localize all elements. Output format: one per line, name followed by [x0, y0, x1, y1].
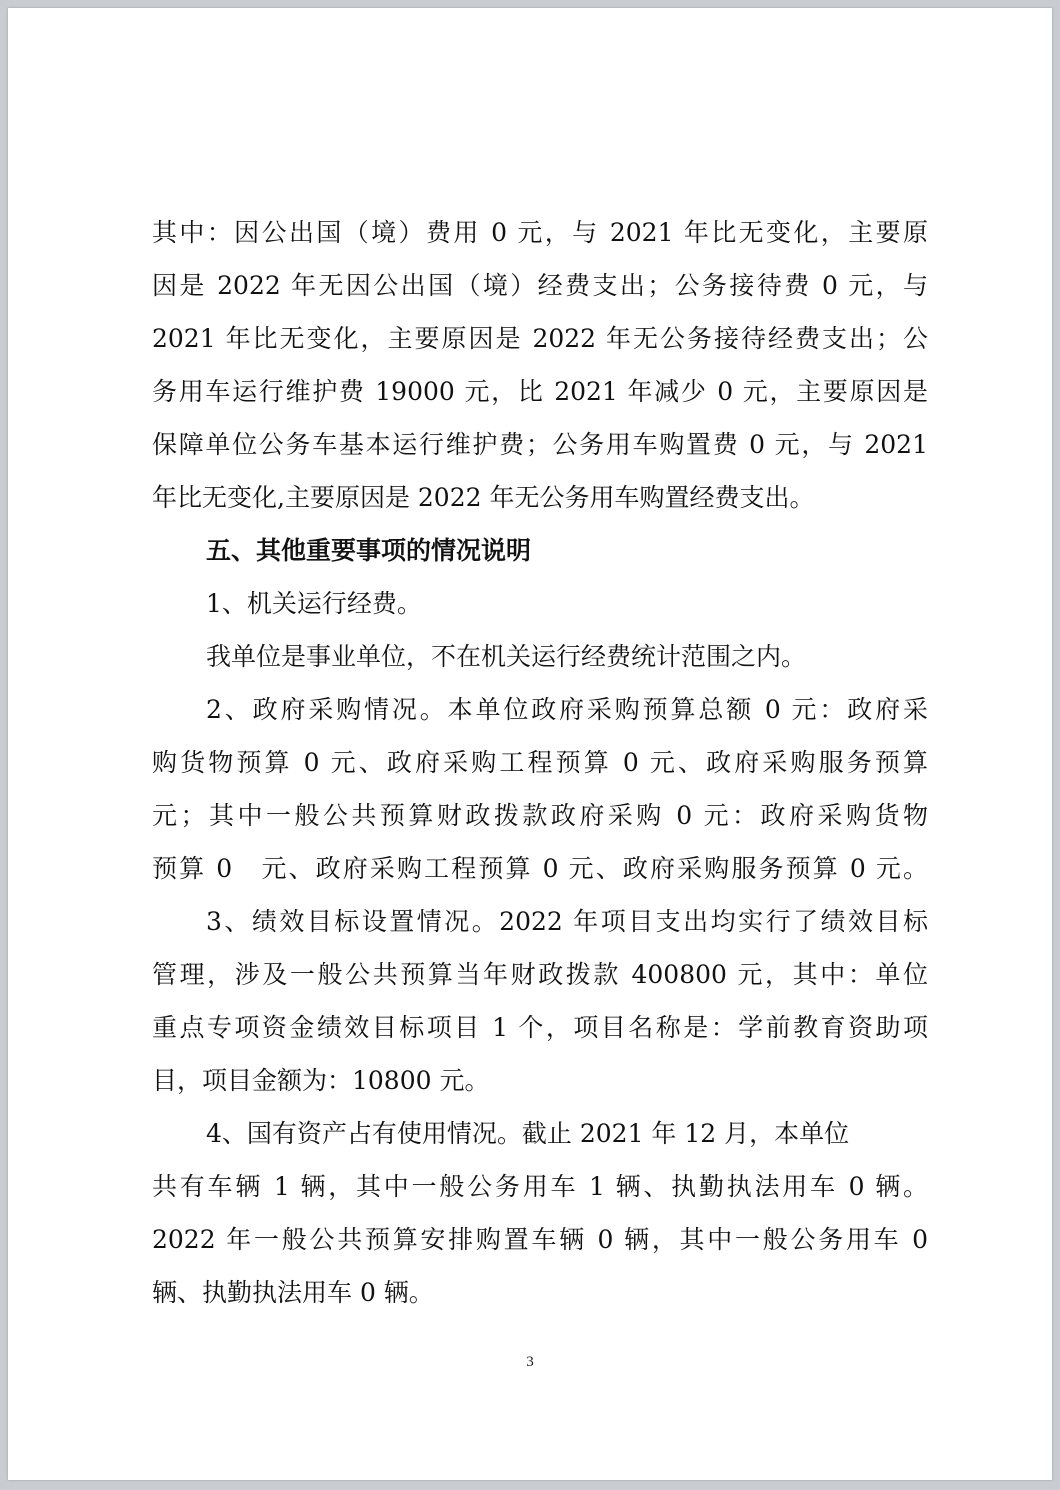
paragraph-line: 共有车辆 1 辆，其中一般公务用车 1 辆、执勤执法用车 0 辆。 — [152, 1172, 928, 1201]
paragraph-line: 辆、执勤执法用车 0 辆。 — [152, 1278, 434, 1307]
paragraph-line: 目，项目金额为：10800 元。 — [152, 1066, 490, 1095]
paragraph-line: 3、绩效目标设置情况。2022 年项目支出均实行了绩效目标 — [206, 907, 928, 936]
document-body — [152, 206, 928, 1319]
paragraph-line: 年比无变化,主要原因是 2022 年无公务用车购置经费支出。 — [152, 483, 815, 512]
paragraph-line: 预算 0 元、政府采购工程预算 0 元、政府采购服务预算 0 元。 — [152, 854, 928, 883]
paragraph-line: 2022 年一般公共预算安排购置车辆 0 辆，其中一般公务用车 0 — [152, 1225, 928, 1254]
paragraph-line: 我单位是事业单位，不在机关运行经费统计范围之内。 — [206, 642, 807, 671]
paragraph-line: 购货物预算 0 元、政府采购工程预算 0 元、政府采购服务预算 — [152, 748, 928, 777]
paragraph-line: 保障单位公务车基本运行维护费；公务用车购置费 0 元，与 2021 — [152, 430, 928, 459]
paragraph-line: 元；其中一般公共预算财政拨款政府采购 0 元：政府采购货物 — [152, 801, 928, 830]
paragraph-line: 务用车运行维护费 19000 元，比 2021 年减少 0 元，主要原因是 — [152, 377, 928, 406]
page-number: 3 — [526, 1354, 534, 1370]
document-page — [8, 8, 1052, 1480]
paragraph-line: 2021 年比无变化，主要原因是 2022 年无公务接待经费支出；公 — [152, 324, 928, 353]
paragraph-line: 管理，涉及一般公共预算当年财政拨款 400800 元，其中：单位 — [152, 960, 928, 989]
paragraph-line: 因是 2022 年无因公出国（境）经费支出；公务接待费 0 元，与 — [152, 271, 928, 300]
section-heading: 五、其他重要事项的情况说明 — [206, 536, 532, 565]
paragraph-line: 4、国有资产占有使用情况。截止 2021 年 12 月，本单位 — [206, 1119, 850, 1148]
subsection-title: 1、机关运行经费。 — [206, 589, 422, 618]
paragraph-line: 重点专项资金绩效目标项目 1 个，项目名称是：学前教育资助项 — [152, 1013, 928, 1042]
paragraph-line: 2、政府采购情况。本单位政府采购预算总额 0 元：政府采 — [206, 695, 928, 724]
paragraph-line: 其中：因公出国（境）费用 0 元，与 2021 年比无变化，主要原 — [152, 218, 928, 247]
